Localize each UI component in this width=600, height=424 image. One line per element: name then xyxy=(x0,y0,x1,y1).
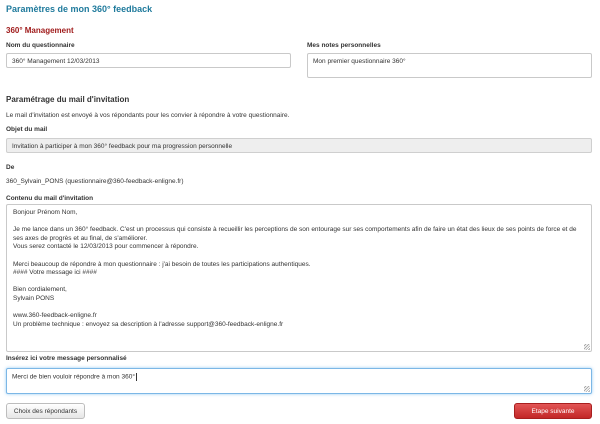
personal-message-textarea[interactable] xyxy=(6,368,592,394)
mail-body-line: Merci beaucoup de répondre à mon questionnaire : j'ai besoin de toutes les participations authentiques. xyxy=(13,260,311,268)
mail-body-line xyxy=(13,252,585,261)
mail-from-label: De xyxy=(6,164,15,171)
personal-notes-textarea[interactable]: Mon premier questionnaire 360° xyxy=(307,53,592,78)
personal-notes-label: Mes notes personnelles xyxy=(307,42,381,49)
mail-body-line: Vous serez contacté le 12/03/2013 pour commencer à répondre. xyxy=(13,243,199,251)
mail-body-line: #### Votre message ici #### xyxy=(13,269,97,277)
mail-body-line xyxy=(13,304,585,313)
resize-grip-icon[interactable] xyxy=(584,344,590,350)
personal-message-label: Insérez ici votre message personnalisé xyxy=(6,355,127,362)
section-title: 360° Management xyxy=(6,26,74,35)
mail-settings-heading: Paramétrage du mail d'invitation xyxy=(6,95,130,104)
mail-body-textarea[interactable] xyxy=(6,204,592,352)
mail-intro-text: Le mail d'invitation est envoyé à vos répondants pour les convier à répondre à votre questionnaire. xyxy=(6,112,290,119)
mail-body-line xyxy=(13,278,585,287)
personal-message-text: Merci de bien vouloir répondre à mon 360° xyxy=(12,373,135,381)
mail-body-line: Sylvain PONS xyxy=(13,294,55,302)
mail-body-line: Bonjour Prénom Nom, xyxy=(13,209,78,216)
resize-grip-icon[interactable] xyxy=(584,386,590,392)
questionnaire-name-input[interactable]: 360° Management 12/03/2013 xyxy=(6,53,291,68)
choose-respondents-button[interactable]: Choix des répondants xyxy=(6,403,85,419)
mail-body-line: Je me lance dans un 360° feedback. C'est un processus qui consiste à recueillir les perceptions de son entourage sur ses comportements afin de faire un état des lieux de ses points de force et de ses axes de progrès et au final, de s'améliorer. xyxy=(13,226,577,242)
mail-body-line: Bien cordialement, xyxy=(13,286,67,294)
questionnaire-name-label: Nom du questionnaire xyxy=(6,42,75,49)
mail-body-line: Un problème technique : envoyez sa description à l'adresse support@360-feedback-enligne.fr xyxy=(13,320,284,328)
mail-subject-label: Objet du mail xyxy=(6,126,48,133)
mail-body-line xyxy=(13,218,585,227)
next-step-button[interactable]: Etape suivante xyxy=(514,403,592,419)
mail-from-value: 360_Sylvain_PONS (questionnaire@360-feedback-enligne.fr) xyxy=(6,178,184,185)
page-title: Paramètres de mon 360° feedback xyxy=(6,4,153,14)
text-cursor xyxy=(136,373,137,381)
mail-body-line: www.360-feedback-enligne.fr xyxy=(13,312,97,320)
mail-body-label: Contenu du mail d'invitation xyxy=(6,195,94,202)
mail-subject-field: Invitation à participer à mon 360° feedback pour ma progression personnelle xyxy=(6,138,592,153)
